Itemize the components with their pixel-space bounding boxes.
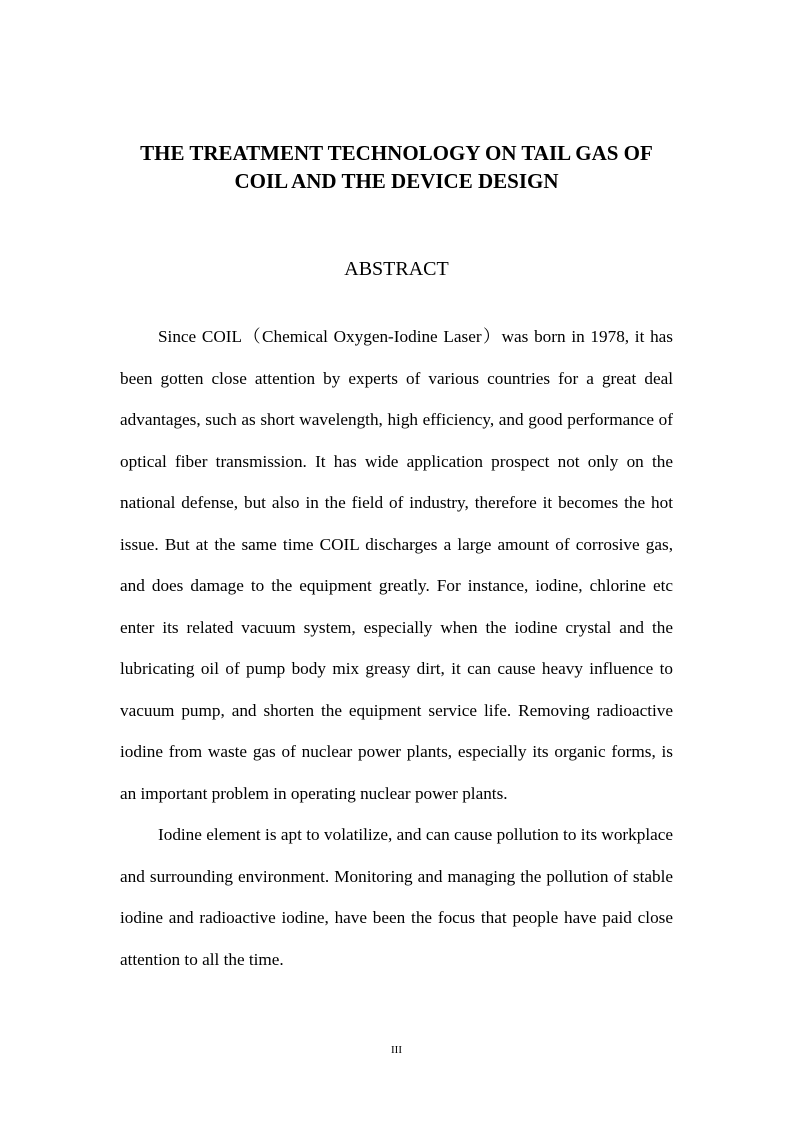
abstract-paragraph-2: Iodine element is apt to volatilize, and can cause pollution to its workplace and surrounding environment. Monitoring and managing the pollution of stable iodine and radioactive iodine, have been the focus that people have paid close attention to all the time.: [120, 825, 673, 969]
page-number: III: [391, 1044, 402, 1056]
document-title: [100, 139, 693, 195]
abstract-body: [120, 316, 673, 980]
abstract-paragraph-1: Since COIL（Chemical Oxygen-Iodine Laser）was born in 1978, it has been gotten close attention by experts of various countries for a great deal advantages, such as short wavelength, high efficiency, and good performance of optical fiber transmission. It has wide application prospect not only on the national defense, but also in the field of industry, therefore it becomes the hot issue. But at the same time COIL discharges a large amount of corrosive gas, and does damage to the equipment greatly. For instance, iodine, chlorine etc enter its related vacuum system, especially when the iodine crystal and the lubricating oil of pump body mix greasy dirt, it can cause heavy influence to vacuum pump, and shorten the equipment service life. Removing radioactive iodine from waste gas of nuclear power plants, especially its organic forms, is an important problem in operating nuclear power plants.: [120, 327, 673, 803]
abstract-heading: ABSTRACT: [344, 258, 449, 280]
title-line-2: COIL AND THE DEVICE DESIGN: [234, 169, 559, 193]
title-line-1: THE TREATMENT TECHNOLOGY ON TAIL GAS OF: [140, 141, 653, 165]
